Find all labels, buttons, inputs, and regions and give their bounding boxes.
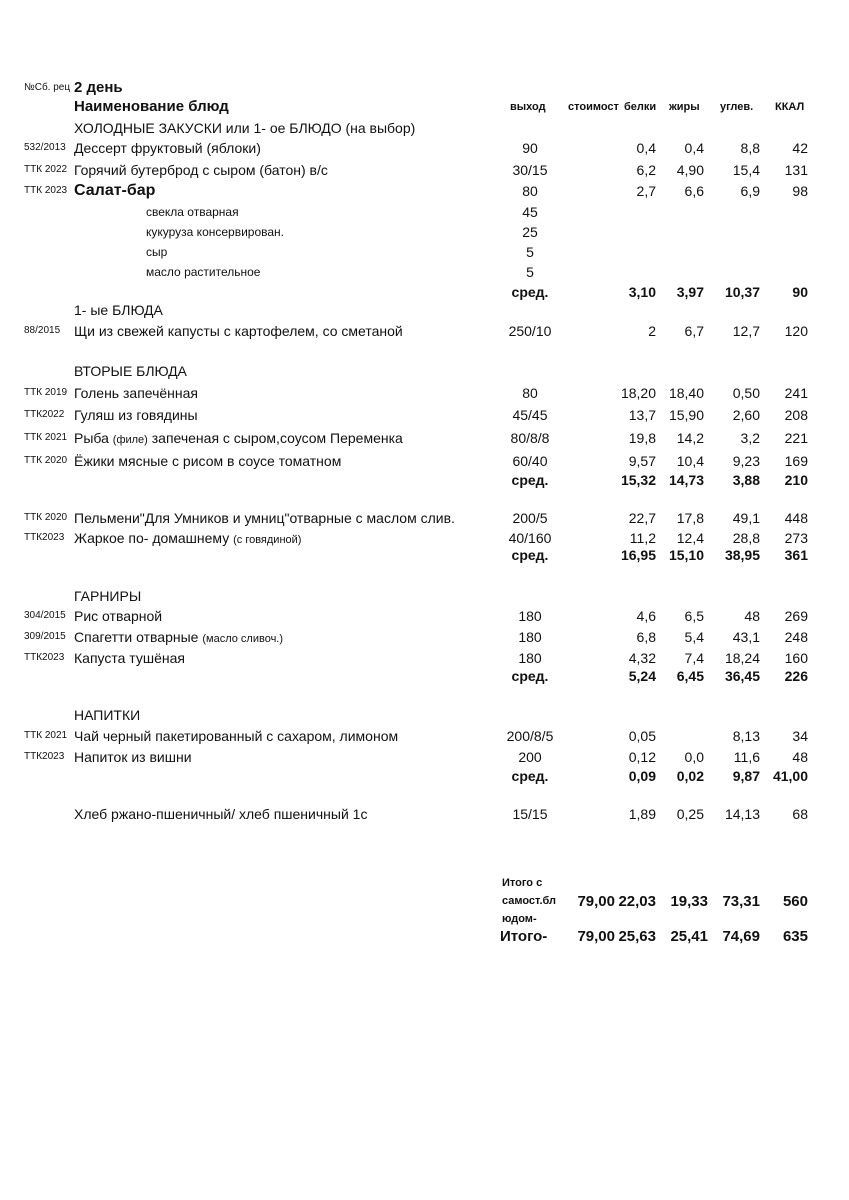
dish-name [146,262,260,282]
yield: 60/40 [512,453,548,469]
yield: 45 [522,204,538,220]
dish-name [74,705,140,725]
col-kcal: ККАЛ [775,101,805,113]
dish-name-part: ВТОРЫЕ БЛЮДА [74,363,187,379]
yield: 200/5 [512,510,548,526]
dish-name-part: Рыба [74,430,113,446]
dish-name-part: Чай черный пакетированный с сахаром, лимоном [74,728,399,744]
dish-name-part: 1- ые БЛЮДА [74,302,163,318]
dish-row [0,428,849,448]
ingredient-row [0,222,849,242]
proteins: 0,12 [628,749,656,765]
kcal: 41,00 [772,768,808,784]
average-row [0,470,849,490]
fats: 17,8 [676,510,704,526]
carbs: 3,88 [732,472,760,488]
dish-name-part: Спагетти отварные [74,629,203,645]
total-label: самост.бл [502,895,557,907]
dish-name [74,508,455,528]
section-heading [0,361,849,381]
yield: 5 [526,244,534,260]
dish-name [146,242,167,262]
carbs: 8,13 [732,728,760,744]
dish-row [0,383,849,403]
recipe-no-label: №Сб. рец [24,82,71,93]
dish-name [74,181,155,201]
section-heading [0,705,849,725]
kcal: 42 [792,140,808,156]
recipe-code: 309/2015 [24,631,66,642]
average-row [0,545,849,565]
dish-name-part: НАПИТКИ [74,707,141,723]
dish-name-part: Хлеб ржано-пшеничный/ хлеб пшеничный 1с [74,806,368,822]
recipe-code: ТТК 2020 [24,512,68,523]
recipe-code: ТТК2023 [24,652,65,663]
fats: 15,90 [668,407,704,423]
yield: 200/8/5 [506,728,554,744]
average-row [0,282,849,302]
section-heading [0,300,849,320]
dish-row [0,747,849,767]
proteins: 2 [648,323,656,339]
day-title: 2 день [74,79,123,96]
proteins: 1,89 [628,806,656,822]
fats: 6,6 [684,183,704,199]
dish-name-part: ХОЛОДНЫЕ ЗАКУСКИ или 1- ое БЛЮДО (на выбор) [74,120,416,136]
yield: сред. [511,284,549,300]
kcal: 210 [784,472,808,488]
kcal: 221 [784,430,808,446]
dish-name [74,138,261,158]
kcal: 269 [784,608,808,624]
kcal: 120 [784,323,808,339]
carbs: 48 [744,608,760,624]
yield: 40/160 [508,530,552,546]
kcal: 48 [792,749,808,765]
yield: сред. [511,668,549,684]
dish-name [74,361,187,381]
carbs: 49,1 [732,510,760,526]
dish-name-label: Наименование блюд [74,98,229,115]
dish-name [74,726,398,746]
section-heading [0,118,849,138]
carbs: 36,45 [724,668,760,684]
proteins: 0,09 [628,768,656,784]
carbs: 10,37 [724,284,760,300]
recipe-code: ТТК 2020 [24,455,68,466]
proteins: 2,7 [636,183,656,199]
total-carb: 74,69 [722,928,760,945]
fats: 0,0 [684,749,704,765]
kcal: 90 [792,284,808,300]
proteins: 16,95 [620,547,656,563]
proteins: 22,7 [628,510,656,526]
dish-name-part: Салат-бар [74,182,156,199]
dish-name-part: Щи из свежей капусты с картофелем, со сметаной [74,323,403,339]
dish-name-part: запеченая с сыром,соусом Переменка [147,430,403,446]
dish-name-note: (с говядиной) [233,534,302,546]
dish-name-part: Рис отварной [74,608,163,624]
yield: сред. [511,768,549,784]
proteins: 0,4 [636,140,656,156]
kcal: 448 [784,510,808,526]
dish-row [0,405,849,425]
kcal: 98 [792,183,808,199]
dish-name [146,222,284,242]
dish-row [0,627,849,647]
dish-name-part: Гуляш из говядины [74,407,198,423]
dish-name-part: кукуруза консервирован. [146,225,285,239]
yield: 80 [522,385,538,401]
total-kcal: 635 [782,928,808,945]
kcal: 68 [792,806,808,822]
carbs: 12,7 [732,323,760,339]
fats: 10,4 [676,453,704,469]
carbs: 3,2 [740,430,760,446]
proteins: 4,32 [628,650,656,666]
dish-name [74,405,198,425]
dish-name-part: Жаркое по- домашнему [74,530,234,546]
fats: 7,4 [684,650,704,666]
dish-row [0,508,849,528]
proteins: 13,7 [628,407,656,423]
total-carb: 73,31 [722,893,760,910]
fats: 3,97 [676,284,704,300]
recipe-code: ТТК 2022 [24,164,68,175]
total-fat: 19,33 [670,893,708,910]
dish-name-part: ГАРНИРЫ [74,588,142,604]
recipe-code: ТТК2023 [24,751,65,762]
fats: 14,73 [668,472,704,488]
fats: 6,5 [684,608,704,624]
fats: 18,40 [668,385,704,401]
yield: 15/15 [512,806,548,822]
dish-name [74,118,415,138]
recipe-code: 304/2015 [24,610,66,621]
yield: 250/10 [508,323,552,339]
proteins: 3,10 [628,284,656,300]
recipe-code: 88/2015 [24,325,61,336]
dish-name-part: Дессерт фруктовый (яблоки) [74,140,261,156]
proteins: 6,8 [636,629,656,645]
carbs: 9,23 [732,453,760,469]
total-label: Итого с [502,877,543,889]
fats: 12,4 [676,530,704,546]
kcal: 34 [792,728,808,744]
kcal: 273 [784,530,808,546]
total-cost: 79,00 [577,893,615,910]
kcal: 361 [784,547,808,563]
fats: 0,4 [684,140,704,156]
yield: 25 [522,224,538,240]
dish-name [74,648,185,668]
fats: 6,7 [684,323,704,339]
proteins: 11,2 [629,530,656,546]
ingredient-row [0,242,849,262]
carbs: 18,24 [724,650,760,666]
yield: сред. [511,547,549,563]
dish-row [0,138,849,158]
average-row [0,666,849,686]
yield: 200 [518,749,542,765]
fats: 5,4 [684,629,704,645]
carbs: 28,8 [732,530,760,546]
dish-name [74,383,198,403]
yield: сред. [511,472,549,488]
recipe-code: ТТК 2019 [24,387,68,398]
total-cost: 79,00 [577,928,615,945]
proteins: 6,2 [636,162,656,178]
dish-name-part: Голень запечённая [74,385,199,401]
fats: 15,10 [668,547,704,563]
dish-row [0,321,849,341]
recipe-code: ТТК 2023 [24,185,68,196]
dish-name [74,606,162,626]
dish-row [0,160,849,180]
header-row [0,78,849,98]
dish-name-part: свекла отварная [146,205,239,219]
yield: 30/15 [512,162,548,178]
dish-name [74,428,403,450]
dish-name [74,627,283,649]
col-fat: жиры [669,101,700,113]
dish-name-note: (масло сливоч.) [202,633,284,645]
kcal: 169 [784,453,808,469]
yield: 80 [522,183,538,199]
fats: 14,2 [676,430,704,446]
col-out: выход [510,101,546,113]
fats: 4,90 [676,162,704,178]
proteins: 15,32 [620,472,656,488]
recipe-code: ТТК 2021 [24,432,68,443]
dish-name [74,804,367,824]
carbs: 11,6 [733,749,760,765]
col-prot: белки [624,101,657,113]
total-kcal: 560 [782,893,808,910]
proteins: 4,6 [636,608,656,624]
carbs: 15,4 [732,162,760,178]
dish-name [74,586,141,606]
carbs: 43,1 [732,629,760,645]
dish-name [146,202,239,222]
carbs: 6,9 [740,183,760,199]
recipe-code: ТТК2022 [24,409,65,420]
yield: 5 [526,264,534,280]
total-prot: 22,03 [618,893,656,910]
carbs: 14,13 [724,806,760,822]
dish-name-part: масло растительное [146,265,261,279]
dish-row [0,451,849,471]
recipe-code: 532/2013 [24,142,66,153]
fats: 6,45 [676,668,704,684]
proteins: 19,8 [628,430,656,446]
col-cost: стоимост [568,101,619,113]
proteins: 5,24 [628,668,656,684]
average-row [0,766,849,786]
yield: 90 [522,140,538,156]
dish-row [0,726,849,746]
carbs: 38,95 [724,547,760,563]
dish-row [0,648,849,668]
dish-row [0,804,849,824]
column-header-row [0,97,849,117]
dish-name [74,321,403,341]
dish-name-part: Напиток из вишни [74,749,192,765]
kcal: 241 [784,385,808,401]
carbs: 2,60 [732,407,760,423]
carbs: 8,8 [740,140,760,156]
dish-name-part: Пельмени"Для Умников и умниц"отварные с маслом слив. [74,510,455,526]
total-label: юдом- [502,913,537,925]
recipe-code: ТТК2023 [24,532,65,543]
section-heading [0,586,849,606]
proteins: 9,57 [628,453,656,469]
dish-name [74,300,163,320]
yield: 180 [518,650,542,666]
ingredient-row [0,202,849,222]
dish-row [0,606,849,626]
dish-name [74,160,328,180]
dish-name [74,451,341,471]
kcal: 131 [784,162,808,178]
total-fat: 25,41 [670,928,708,945]
yield: 45/45 [512,407,548,423]
total-label: Итого- [500,928,548,945]
dish-name-note: (филе) [112,434,148,446]
dish-name [74,747,192,767]
dish-name-part: Ёжики мясные с рисом в соусе томатном [74,453,342,469]
proteins: 18,20 [620,385,656,401]
dish-name-part: Горячий бутерброд с сыром (батон) в/с [74,162,328,178]
kcal: 160 [784,650,808,666]
total-prot: 25,63 [618,928,656,945]
kcal: 226 [784,668,808,684]
fats: 0,02 [676,768,704,784]
kcal: 248 [784,629,808,645]
fats: 0,25 [676,806,704,822]
dish-name-part: Капуста тушёная [74,650,185,666]
carbs: 0,50 [732,385,760,401]
kcal: 208 [784,407,808,423]
carbs: 9,87 [732,768,760,784]
recipe-code: ТТК 2021 [24,730,68,741]
yield: 180 [518,629,542,645]
dish-row [0,181,849,201]
yield: 80/8/8 [510,430,550,446]
dish-name-part: сыр [146,245,168,259]
proteins: 0,05 [628,728,656,744]
col-carb: углев. [720,101,754,113]
ingredient-row [0,262,849,282]
yield: 180 [518,608,542,624]
